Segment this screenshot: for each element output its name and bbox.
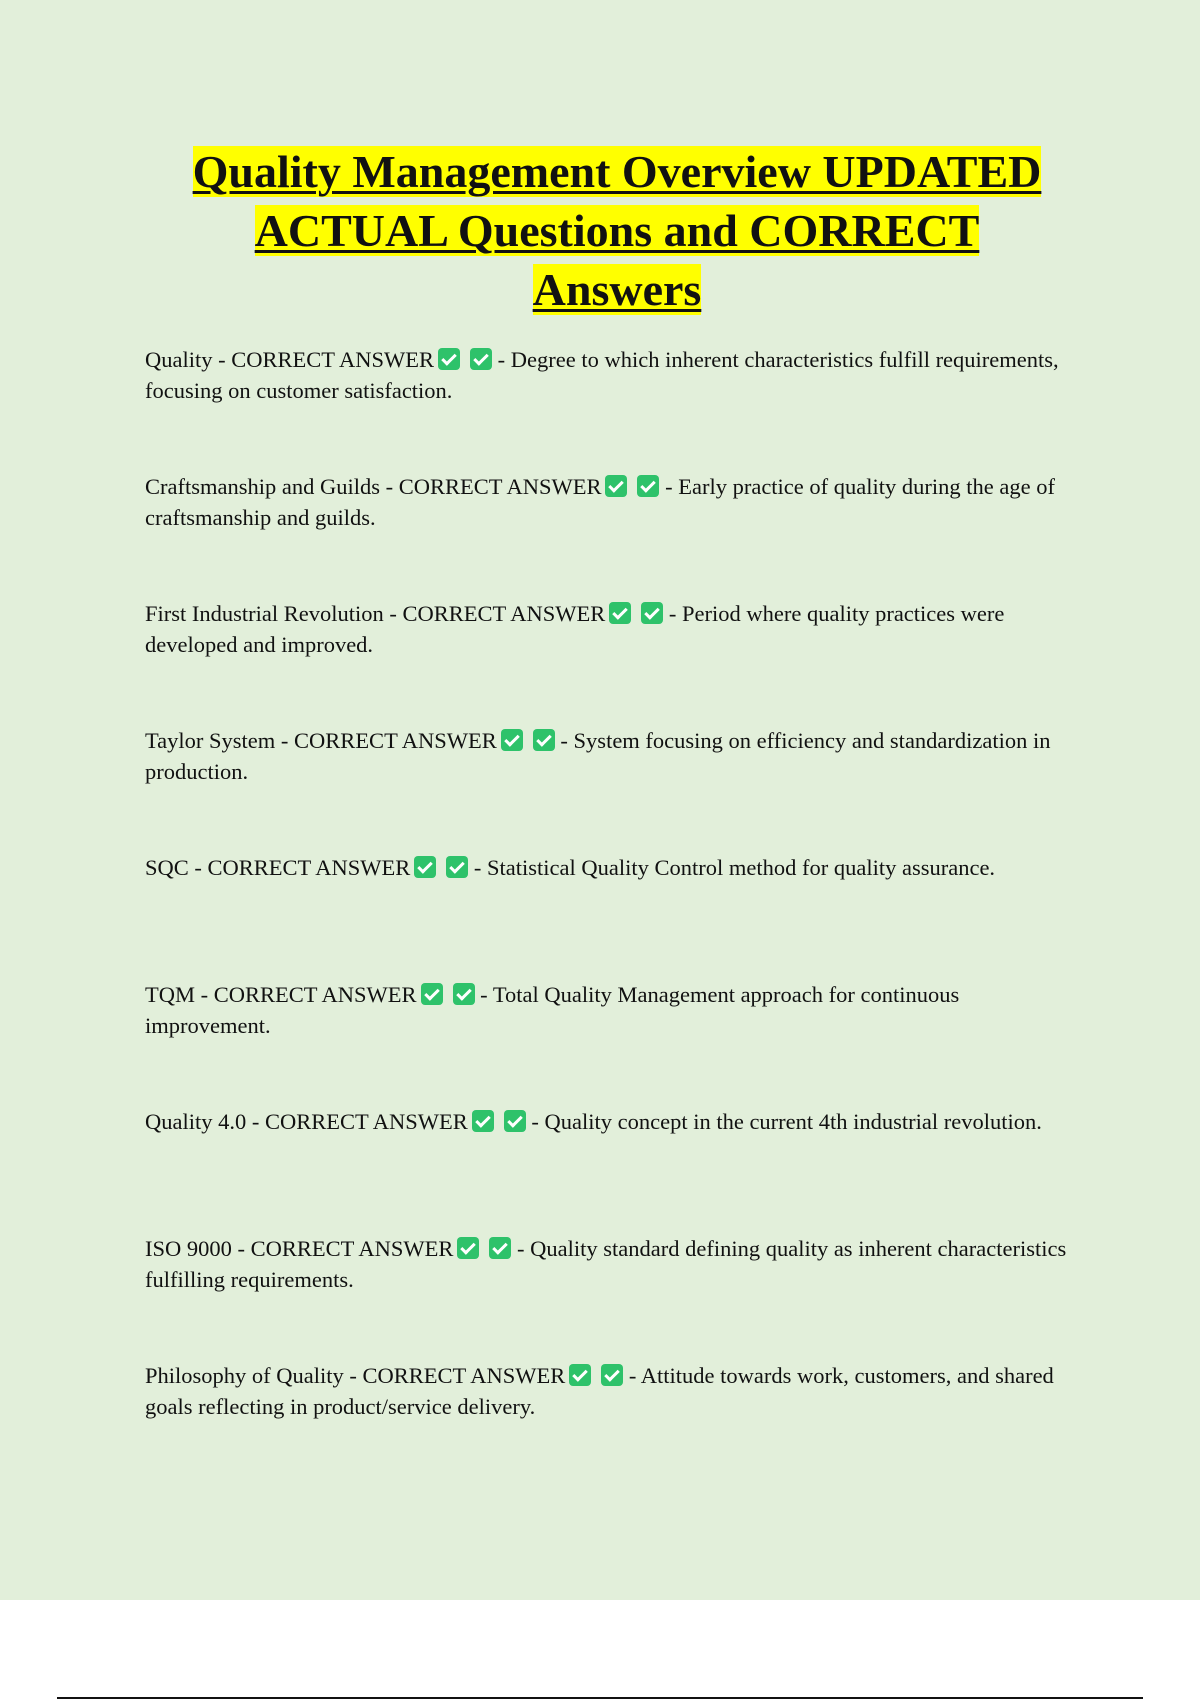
check-mark-icon (641, 602, 663, 624)
term: Quality 4.0 (145, 1109, 247, 1134)
separator: - (195, 982, 214, 1007)
term: First Industrial Revolution (145, 601, 384, 626)
term: Taylor System (145, 728, 276, 753)
separator: - (188, 855, 208, 880)
check-mark-icon (453, 983, 475, 1005)
separator: - (468, 855, 488, 880)
qa-list (145, 344, 1085, 1487)
check-mark-icon (472, 1110, 494, 1132)
separator: - (246, 1109, 265, 1134)
answer-label: CORRECT ANSWER (265, 1109, 468, 1134)
separator: - (231, 1236, 251, 1261)
answer-label: CORRECT ANSWER (213, 982, 417, 1007)
document-title (120, 142, 1114, 319)
check-mark-icon (457, 1237, 479, 1259)
definition: Quality concept in the current 4th industrial revolution. (544, 1109, 1042, 1134)
qa-item (145, 1106, 1085, 1233)
separator: - (379, 474, 399, 499)
title-line: Quality Management Overview UPDATED (192, 146, 1042, 197)
check-mark-icon (504, 1110, 526, 1132)
qa-item (145, 471, 1085, 598)
answer-label: CORRECT ANSWER (207, 855, 411, 880)
term: Quality (145, 347, 213, 372)
qa-item (145, 979, 1085, 1106)
answer-label: CORRECT ANSWER (250, 1236, 454, 1261)
definition: Early practice of quality during the age of craftsmanship and guilds. (145, 474, 1055, 530)
footer-rule (57, 1697, 1143, 1699)
qa-item (145, 1233, 1085, 1360)
definition: Period where quality practices were developed and improved. (145, 601, 1005, 657)
check-mark-icon (489, 1237, 511, 1259)
title-line: ACTUAL Questions and CORRECT (254, 205, 980, 256)
separator: - (623, 1363, 641, 1388)
separator: - (554, 728, 574, 753)
separator: - (659, 474, 679, 499)
term: SQC (145, 855, 189, 880)
term: TQM (145, 982, 195, 1007)
separator: - (492, 347, 511, 372)
separator: - (383, 601, 403, 626)
definition: Quality standard defining quality as inherent characteristics fulfilling requirements. (145, 1236, 1067, 1292)
separator: - (275, 728, 295, 753)
check-mark-icon (438, 348, 460, 370)
qa-item (145, 344, 1085, 471)
separator: - (525, 1109, 545, 1134)
check-mark-icon (533, 729, 555, 751)
term: Craftsmanship and Guilds (145, 474, 380, 499)
definition: Statistical Quality Control method for quality assurance. (487, 855, 996, 880)
answer-label: CORRECT ANSWER (231, 347, 434, 372)
term: Philosophy of Quality (145, 1363, 344, 1388)
definition: System focusing on efficiency and standardization in production. (145, 728, 1051, 784)
check-mark-icon (637, 475, 659, 497)
definition: Total Quality Management approach for continuous improvement. (145, 982, 960, 1038)
answer-label: CORRECT ANSWER (362, 1363, 566, 1388)
check-mark-icon (501, 729, 523, 751)
qa-item (145, 725, 1085, 852)
term: ISO 9000 (145, 1236, 232, 1261)
separator: - (343, 1363, 363, 1388)
check-mark-icon (609, 602, 631, 624)
qa-item (145, 1360, 1085, 1487)
check-mark-icon (421, 983, 443, 1005)
answer-label: CORRECT ANSWER (294, 728, 497, 753)
separator: - (474, 982, 493, 1007)
check-mark-icon (601, 1364, 623, 1386)
separator: - (511, 1236, 531, 1261)
answer-label: CORRECT ANSWER (398, 474, 602, 499)
answer-label: CORRECT ANSWER (402, 601, 606, 626)
separator: - (212, 347, 232, 372)
separator: - (663, 601, 682, 626)
title-line: Answers (532, 264, 702, 315)
check-mark-icon (569, 1364, 591, 1386)
definition: Attitude towards work, customers, and shared goals reflecting in product/service delivery. (145, 1363, 1054, 1419)
definition: Degree to which inherent characteristics fulfill requirements, focusing on customer satisfaction. (145, 347, 1059, 403)
check-mark-icon (605, 475, 627, 497)
qa-item (145, 852, 1085, 979)
check-mark-icon (414, 856, 436, 878)
qa-item (145, 598, 1085, 725)
check-mark-icon (446, 856, 468, 878)
check-mark-icon (470, 348, 492, 370)
